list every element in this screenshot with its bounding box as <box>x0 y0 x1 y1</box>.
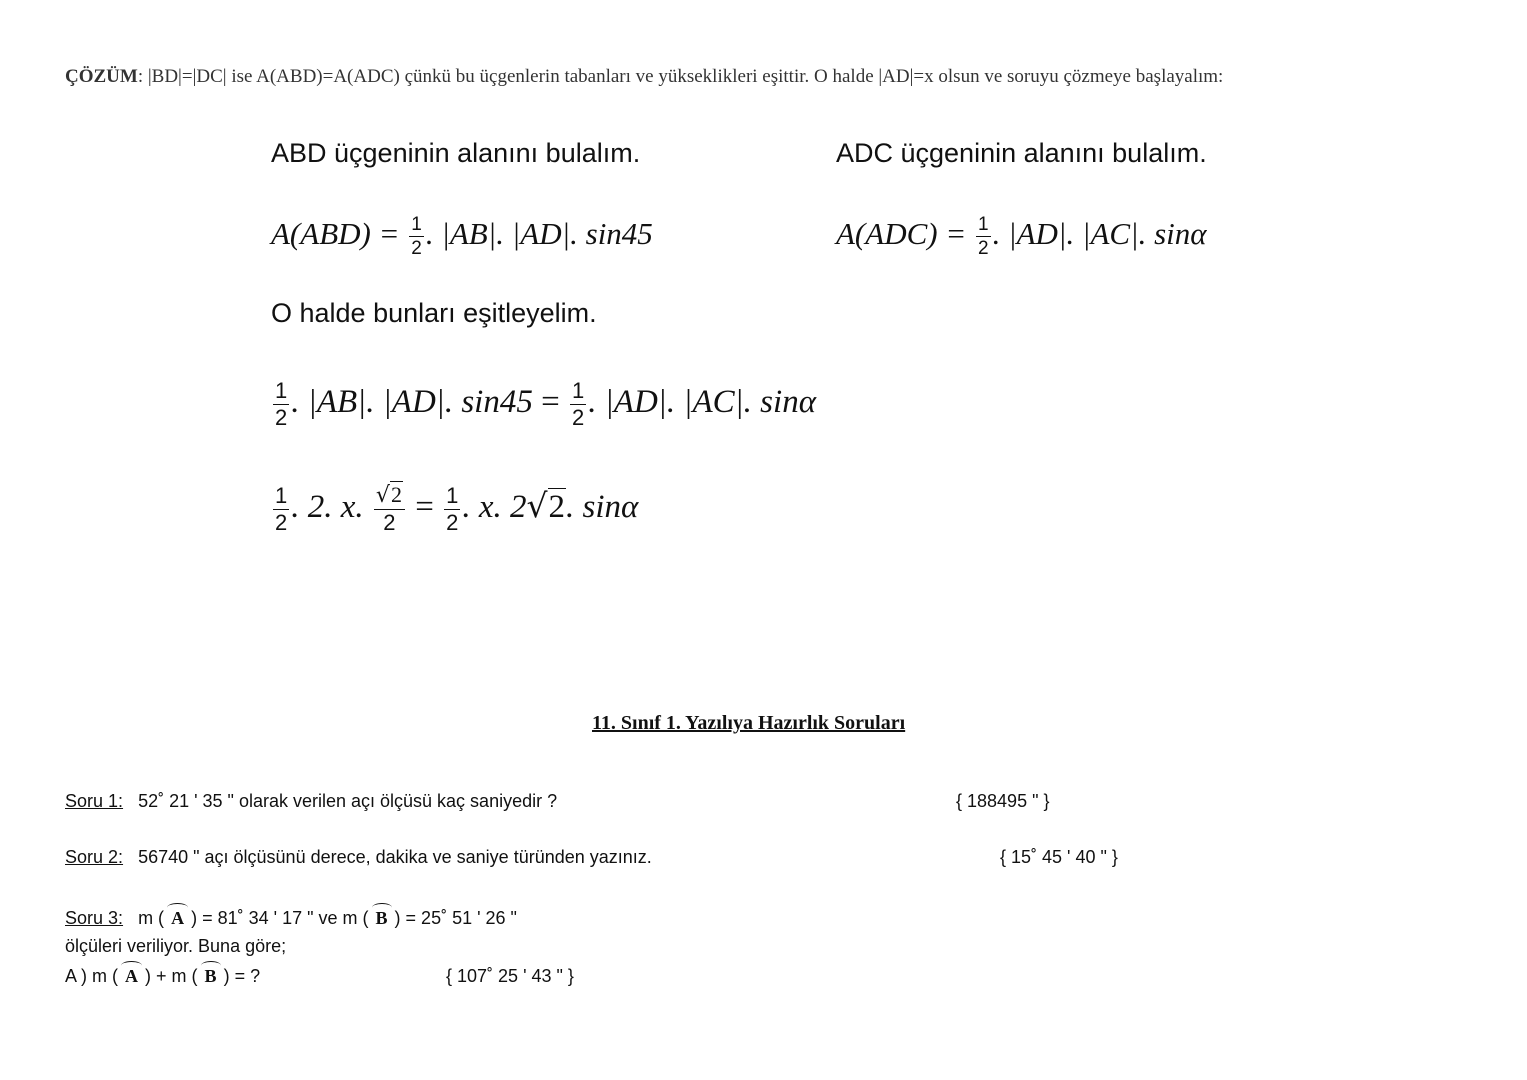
sqrt2-over-2-fraction: $\frac{√2}{2}$ <box>374 484 405 534</box>
abd-area-formula <box>271 206 653 262</box>
eq2-b: . x. 2 <box>462 489 527 525</box>
abd-rhs: . |AB|. |AD|. sin45 <box>425 216 653 251</box>
question-text: 52˚ 21 ' 35 " olarak verilen açı ölçüsü kaç saniyedir ? <box>138 791 558 811</box>
half-fraction: $\frac{1}{2}$ <box>411 214 422 260</box>
half-fraction: $\frac{1}{2}$ <box>571 377 585 430</box>
eq1-right: . |AD|. |AC|. sinα <box>588 384 817 420</box>
equation-2 <box>271 474 638 539</box>
question-label: Soru 1: <box>65 791 124 811</box>
question-3: Soru 3: m ( A ) = 81˚ 34 ' 17 " ve m ( B ) = 25˚ 51 ' 26 " <box>65 908 517 928</box>
sqrt-2: √2 <box>526 486 565 525</box>
equate-heading: O halde bunları eşitleyelim. <box>271 298 597 328</box>
abd-lhs: A(ABD) = <box>271 216 400 251</box>
half-fraction: $\frac{1}{2}$ <box>275 377 288 430</box>
angle-b-hat: B <box>375 908 388 928</box>
question-label: Soru 3: <box>65 908 124 928</box>
question-2-answer: { 15˚ 45 ' 40 " } <box>1000 847 1118 867</box>
equals-sign: = <box>415 489 434 525</box>
equation-1 <box>271 370 816 434</box>
question-3-line-2: ölçüleri veriliyor. Buna göre; <box>65 936 287 956</box>
solution-text: : |BD|=|DC| ise A(ABD)=A(ADC) çünkü bu üçgenlerin tabanları ve yükseklikleri eşittir. O halde |AD|=x olsun ve soruyu çözmeye başlayalım: <box>137 66 1224 87</box>
half-fraction: $\frac{1}{2}$ <box>275 482 288 535</box>
adc-heading: ADC üçgeninin alanını bulalım. <box>836 138 1207 168</box>
adc-area-formula <box>836 206 1207 262</box>
question-3-sub-a: A ) m ( A ) + m ( B ) = ? <box>65 966 261 986</box>
eq2-a: . 2. x. <box>291 489 364 525</box>
question-1 <box>65 791 557 812</box>
angle-b-hat: B <box>204 966 217 986</box>
angle-a-hat: A <box>171 908 185 928</box>
question-text: 56740 " açı ölçüsünü derece, dakika ve saniye türünden yazınız. <box>138 847 652 867</box>
angle-a-hat: A <box>125 966 139 986</box>
eq2-c: . sinα <box>566 489 639 525</box>
section-title: 11. Sınıf 1. Yazılıya Hazırlık Soruları <box>592 712 906 734</box>
question-label: Soru 2: <box>65 847 124 867</box>
eq1-left: . |AB|. |AD|. sin45 <box>291 384 533 420</box>
abd-heading: ABD üçgeninin alanını bulalım. <box>271 138 641 168</box>
solution-label: ÇÖZÜM <box>65 66 138 87</box>
half-fraction: $\frac{1}{2}$ <box>978 214 989 260</box>
adc-rhs: . |AD|. |AC|. sinα <box>992 216 1207 251</box>
question-1-answer: { 188495 " } <box>956 791 1050 811</box>
question-2 <box>65 847 652 868</box>
question-3-sub-a-answer: { 107˚ 25 ' 43 " } <box>446 966 574 986</box>
solution-line <box>65 66 1223 88</box>
adc-lhs: A(ADC) = <box>836 216 967 251</box>
half-fraction: $\frac{1}{2}$ <box>446 482 459 535</box>
equals-sign: = <box>541 384 560 420</box>
